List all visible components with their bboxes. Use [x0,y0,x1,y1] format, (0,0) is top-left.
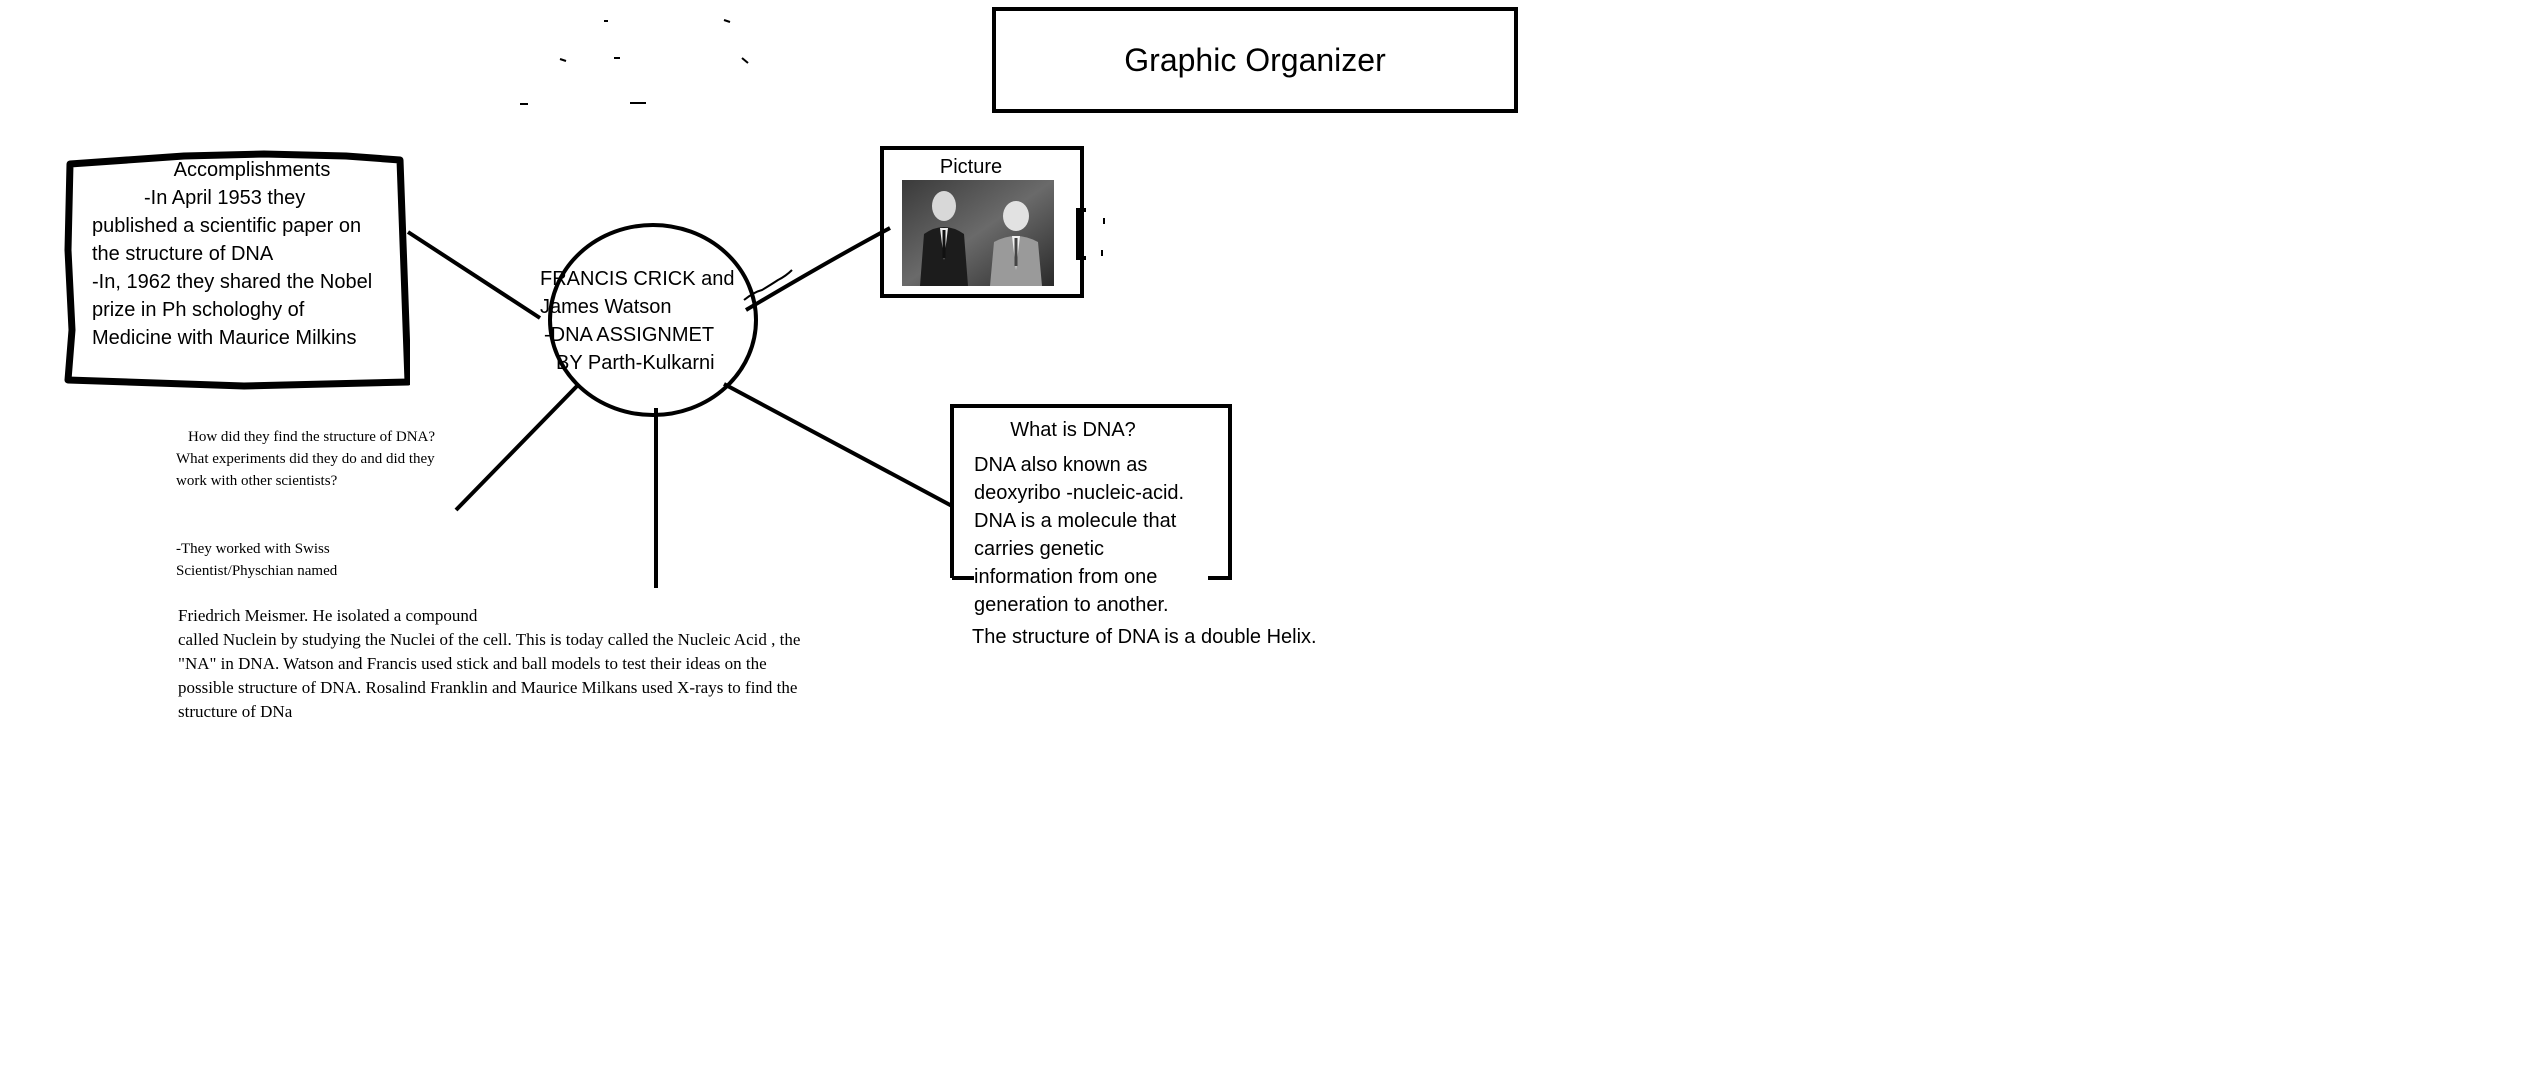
accomplishment-line: the structure of DNA [92,243,274,265]
what-is-dna-line: DNA also known as [974,454,1148,476]
center-topic-line: BY Parth-Kulkarni [556,352,715,374]
accomplishment-line: prize in Ph schologhy of [92,299,305,321]
what-is-dna-line: generation to another. [974,594,1169,616]
meismer-line: Friedrich Meismer. He isolated a compound [178,606,478,625]
line-to-picture [746,228,890,310]
double-helix-text: The structure of DNA is a double Helix. [972,626,1317,648]
scribble-marks [520,20,748,104]
worked-with-line: Scientist/Physchian named [176,563,338,579]
what-is-dna-title: What is DNA? [1010,419,1136,441]
line-to-what-is-dna [724,384,952,506]
what-is-dna-line: carries genetic [974,538,1105,560]
how-question-text: How did they find the structure of DNA? What experiments did they do and did they work with other scientists? [176,429,436,489]
accomplishment-line: Medicine with Maurice Milkins [92,327,357,349]
center-topic-line: James Watson [540,296,672,318]
what-is-dna-line: deoxyribo -nucleic-acid. [974,482,1185,504]
accomplishment-line: -In, 1962 they shared the Nobel [92,271,373,293]
page-title: Graphic Organizer [992,7,1518,113]
center-topic-line: FRANCIS CRICK and [540,268,735,290]
picture-label: Picture [939,156,1003,178]
worked-with-line: -They worked with Swiss [176,541,330,557]
line-to-how-question [456,385,578,510]
scribble-mark [560,59,566,61]
scribble-mark [742,58,748,63]
what-is-dna-line: information from one [974,566,1158,588]
meismer-line: called Nuclein by studying the Nuclei of the cell. This is today called the Nucleic Acid , the [178,630,801,649]
what-is-dna-line: DNA is a molecule that [974,510,1177,532]
line-to-accomplishments [408,232,540,318]
what-is-dna-box [946,403,1226,616]
meismer-line: structure of DNa [178,702,293,721]
picture-box [880,146,1080,294]
scribble-mark [724,20,730,22]
worked-with-text [176,538,337,582]
center-topic-line: -DNA ASSIGNMET [544,324,715,346]
accomplishments-title: Accomplishments [173,159,331,181]
meismer-line: possible structure of DNA. Rosalind Franklin and Maurice Milkans used X-rays to find the [178,678,798,697]
meismer-paragraph [178,604,958,724]
meismer-line: "NA" in DNA. Watson and Francis used stick and ball models to test their ideas on the [178,654,767,673]
accomplishment-line: published a scientific paper on [92,215,362,237]
accomplishments-box [64,150,406,386]
center-topic [540,265,740,377]
accomplishment-line: -In April 1953 they [144,187,306,209]
portrait-photo [902,180,1054,286]
